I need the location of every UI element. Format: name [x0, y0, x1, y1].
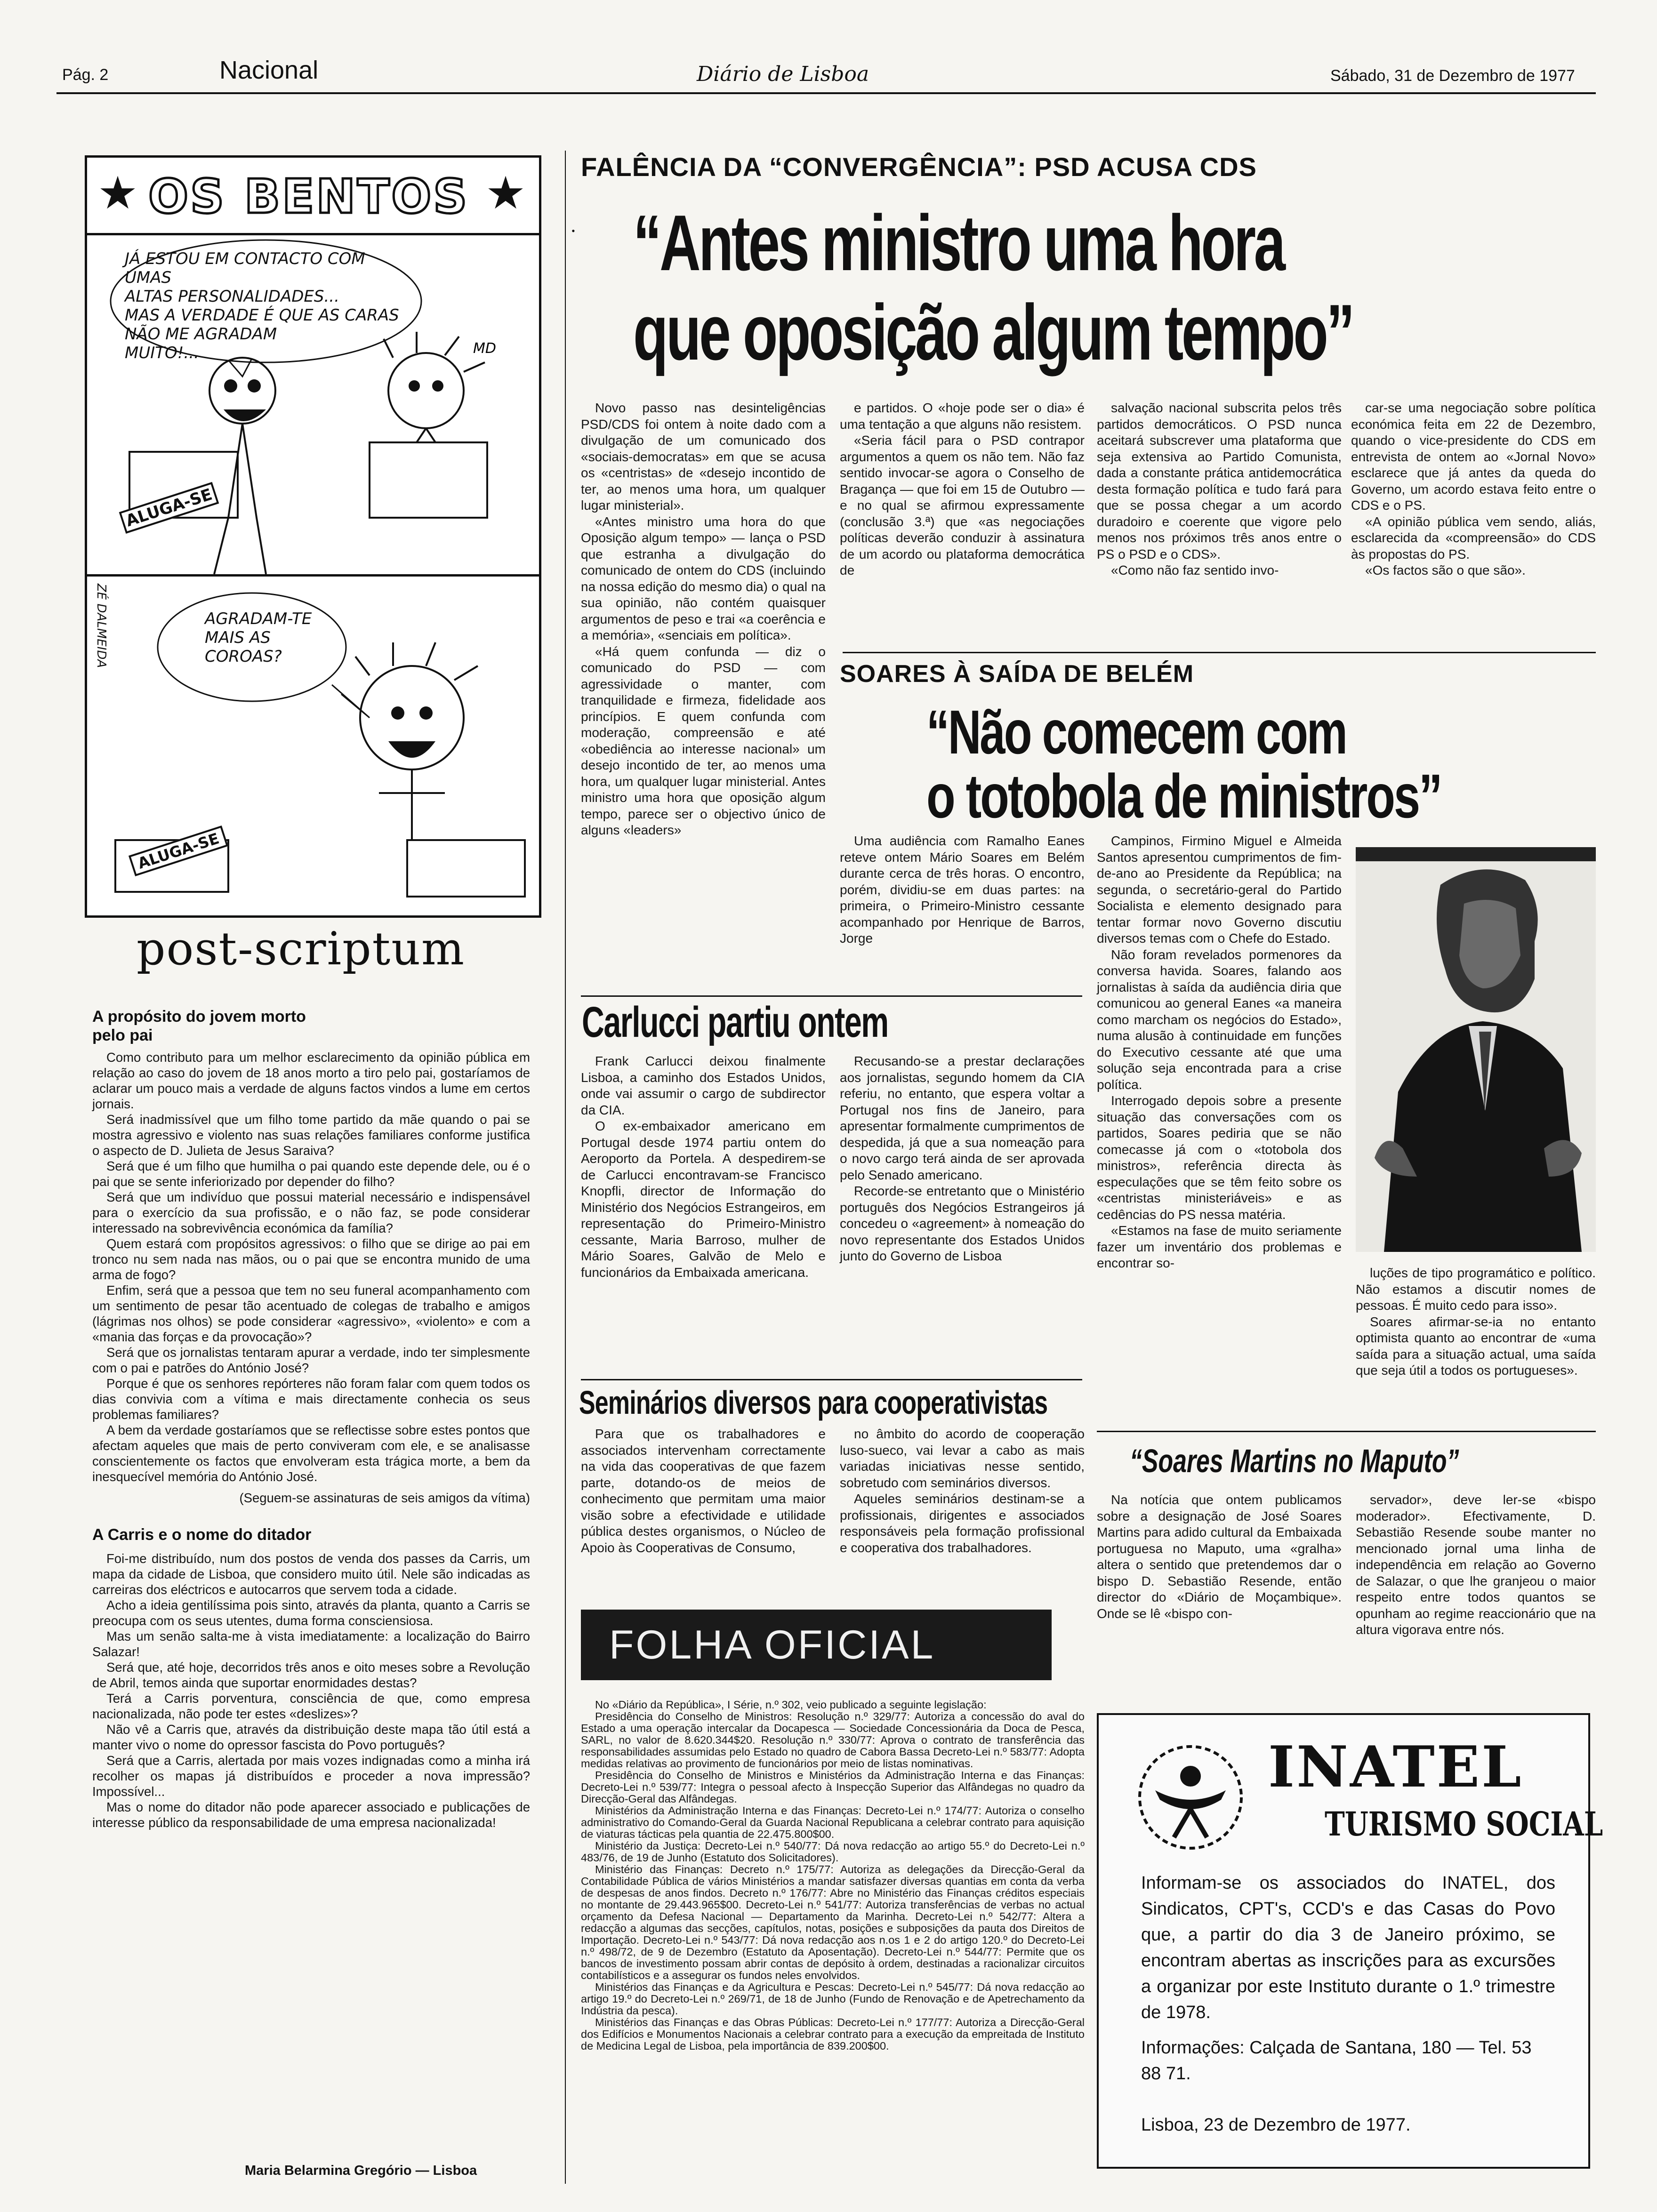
letter-heading: A propósito do jovem morto pelo pai	[92, 1008, 306, 1044]
letter-paragraph: A bem da verdade gostaríamos que se reflectisse sobre estes pontos que afectam aqueles que mais de perto conviveram com ele, e se analisasse conscientemente os factos que envolveram esta trágica morte, a bem da inesquecível memória do António José.	[92, 1423, 530, 1484]
legislation-item: No «Diário da República», I Série, n.º 302, veio publicado a seguinte legislação:	[595, 1699, 987, 1711]
letter-paragraph: Terá a Carris porventura, consciência de que, como empresa nacionalizada, não pode ter estes «deslizes»?	[92, 1691, 530, 1721]
story-headline: Carlucci partiu ontem	[582, 998, 888, 1046]
letter-paragraph: Foi-me distribuído, num dos postos de venda dos passes da Carris, um mapa da cidade de Lisboa, que considero muito útil. Nele são indicadas as carreiras dos eléctricos e autocarros que servem toda a cidade.	[92, 1551, 530, 1597]
star-icon: ★	[97, 168, 138, 218]
letter-paragraph: Mas um senão salta-me à vista imediatamente: a localização do Bairro Salazar!	[92, 1628, 530, 1659]
comic-title: OS BENTOS	[148, 169, 469, 224]
story-headline: “Soares Martins no Maputo”	[1130, 1443, 1459, 1479]
story-column	[1356, 1265, 1596, 1379]
postscriptum-title: post-scriptum	[137, 922, 466, 975]
inatel-subtitle: TURISMO SOCIAL	[1325, 1804, 1603, 1843]
story-paragraph: Recusando-se a prestar declarações aos jornalistas, segundo homem da CIA referiu, no entanto, que espera voltar a Portugal nos fins de Janeiro, para apresentar formalmente cumprimentos de despedida, já que a sua nomeação para o novo cargo terá ainda de ser aprovada pelo Senado americano.	[840, 1054, 1085, 1182]
story-paragraph: luções de tipo programático e político. Não estamos a discutir nomes de pessoas. É muito cedo para isso».	[1356, 1266, 1596, 1313]
story-paragraph: «Estamos na fase de muito seriamente fazer um inventário dos problemas e encontrar so-	[1097, 1223, 1342, 1270]
story-paragraph: Novo passo nas desinteligências PSD/CDS foi ontem à noite dado com a divulgação de um comunicado dos «sociais-democratas» em que se acusa os «centristas» de «desejo incontido de ter, ao menos uma hora, um qualquer lugar ministerial».	[581, 401, 826, 513]
story-column	[581, 1053, 826, 1281]
story-column	[840, 400, 1085, 579]
story-paragraph: «Como não faz sentido invo-	[1111, 563, 1279, 577]
star-icon: ★	[485, 168, 526, 218]
story-column	[581, 400, 826, 839]
story-column	[1097, 1492, 1342, 1622]
story-paragraph: Recorde-se entretanto que o Ministério português dos Negócios Estrangeiros já concedeu o «agreement» à nomeação do novo representante dos Estados Unidos junto do Governo de Lisboa	[840, 1184, 1085, 1263]
story-divider	[581, 995, 1082, 997]
inatel-body: Informam-se os associados do INATEL, dos Sindicatos, CPT's, CCD's e das Casas do Povo que, a partir do dia 3 de Janeiro próximo, se encontram abertas as inscrições para as excursões a organizar por este Instituto durante o 1.º trimestre de 1978.	[1141, 1873, 1555, 2022]
legislation-item: Ministério das Finanças: Decreto n.º 175/77: Autoriza as delegações da Direcção-Geral da Contabilidade Pública de vários Ministérios a mandar satisfazer diversas quantias em conta da verba de despesas de anos findos. Decreto n.º 176/77: Abre no Ministério das Finanças créditos especiais no montante de 29.443.965$00. Decreto-Lei n.º 541/77: Autoriza transferências de verbas no actual orçamento da Defesa Nacional — Departamento da Marinha. Decreto-Lei n.º 542/77: Altera a redacção a algumas das secções, capítulos, notas, posições e subposições da pauta dos Direitos de Importação. Decreto-Lei n.º 543/77: Dá nova redacção aos n.os 1 e 2 do artigo 120.º do Decreto-Lei n.º 498/72, de 9 de Dezembro (Estatuto da Aposentação). Decreto-Lei n.º 544/77: Permite que os bancos de investimento possam abrir contas de depósito à ordem, destinadas a racionalizar circuitos contabilísticos e a assegurar os fundos neles envolvidos.	[581, 1863, 1085, 1981]
legislation-item: Presidência do Conselho de Ministros e Ministérios da Administração Interna e das Finanças: Decreto-Lei n.º 539/77: Integra o pessoal afecto à Inspecção Superior das Alfândegas no quadro da Direcção-Geral das Alfândegas.	[581, 1769, 1085, 1805]
legislation-item: Ministério da Justiça: Decreto-Lei n.º 540/77: Dá nova redacção ao artigo 55.º do Decreto-Lei n.º 483/76, de 19 de Junho (Estatuto dos Solicitadores).	[581, 1840, 1085, 1864]
letter-paragraph: Enfim, será que a pessoa que tem no seu funeral acompanhamento com um sentimento de pesar tão acentuado de colegas de trabalho e amigos (lágrimas nos olhos) se pode considerar «agressivo», «violento» e com a «mania das forças e da provocação»?	[92, 1283, 530, 1344]
story-paragraph: servador», deve ler-se «bispo moderador». Efectivamente, D. Sebastião Resende soube manter no mencionado jornal uma linha de independência em relação ao Governo de Salazar, o que lhe granjeou o maior respeito entre todos quantos se opunham ao regime reaccionário que na altura vigorava entre nós.	[1356, 1492, 1596, 1637]
soares-photo	[1356, 847, 1596, 1252]
inatel-advertisement	[1097, 1713, 1603, 2169]
story-paragraph: «Os factos são o que são».	[1365, 563, 1526, 577]
letter-body	[92, 1050, 530, 1484]
story-column	[1351, 400, 1596, 579]
legislation-item: Presidência do Conselho de Ministros: Resolução n.º 329/77: Autoriza a concessão do aval do Estado a uma operação intercalar da Docapesca — Sociedade Concessionária da Doca de Pesca, SARL, no valor de 8.620.344$20. Resolução n.º 330/77: Aprova o contrato de transferência das responsabilidades assumidas pelo Estado no quadro de Cabora Bassa Decreto-Lei n.º 583/77: Adopta medidas relativas ao provimento de funcionários por meio de listas nominativas.	[581, 1710, 1085, 1770]
letter-signature: Maria Belarmina Gregório — Lisboa	[245, 2163, 477, 2178]
story-headline: Seminários diversos para cooperativistas	[579, 1384, 1048, 1421]
story-column	[1356, 1492, 1596, 1638]
story-paragraph: salvação nacional subscrita pelos três partidos democráticos. O PSD nunca aceitará subscrever uma plataforma que seja extensiva ao Partido Comunista, dada a constante prática antidemocrática desta formação política e tudo fará para que se possa chegar a um acordo duradoiro e coerente que vigore pelo menos nos próximos três anos entre o PS o PSD e o CDS».	[1097, 401, 1342, 561]
letter-paragraph: Acho a ideia gentilíssima pois sinto, através da planta, quanto a Carris se preocupa com os seus utentes, duma forma consciensiosa.	[92, 1597, 530, 1628]
letter-paragraph: Será que a Carris, alertada por mais vozes indignadas como a minha irá recolher os mapas já distribuídos e proceder a nova impressão? Impossível...	[92, 1753, 530, 1799]
story-divider	[843, 652, 1596, 653]
inatel-name: INATEL	[1268, 1734, 1523, 1800]
story-divider	[581, 1379, 1082, 1380]
letter-paragraph: Como contributo para um melhor esclarecimento da opinião pública em relação ao caso do jovem de 18 anos morto a tiro pelo pai, gostaríamos de aclarar um pouco mais a verdade de alguns factos vindos a lume em certos jornais.	[92, 1050, 530, 1111]
comic-panel-1	[87, 235, 539, 574]
story-paragraph: Soares afirmar-se-ia no entanto optimista quanto ao encontrar de «uma saída para a situação actual, uma saída que seja útil a todos os portugueses».	[1356, 1314, 1596, 1378]
letter-paragraph: Será que, até hoje, decorridos três anos e oito meses sobre a Revolução de Abril, temos ainda que suportar enormidades destas?	[92, 1659, 530, 1690]
story-paragraph: Campinos, Firmino Miguel e Almeida Santos apresentou cumprimentos de fim-de-ano ao Presidente da República; na segunda, o secretário-geral do Partido Socialista e elemento designado para tentar formar novo Governo discutiu diversos temas com o Chefe do Estado.	[1097, 834, 1342, 946]
folha-oficial-banner: FOLHA OFICIAL	[581, 1610, 1052, 1680]
story-headline: “Não comecem com	[926, 697, 1346, 767]
story-paragraph: «Antes ministro uma hora do que Oposição algum tempo» — lança o PSD que estranha a divulgação do comunicado de ontem do CDS (incluindo na nossa edição do mesmo dia) o qual na sua opinião, não contém quaisquer argumentos de peso e trai «a coerência e a memória», «senciais em política».	[581, 514, 826, 642]
letter-paragraph: Porque é que os senhores repórteres não foram falar com quem todos os dias convivia com a vítima e mais directamente conhecia os seus problemas familiares?	[92, 1376, 530, 1422]
story-kicker: SOARES À SAÍDA DE BELÉM	[840, 660, 1194, 688]
story-paragraph: Não foram revelados pormenores da conversa havida. Soares, falando aos jornalistas à saída da audiência diria que comunicou ao general Eanes «a maneira como marcham os negócios do Estado», numa alusão à continuidade em funções do Executivo cessante até que uma solução seja encontrada para a crise política.	[1097, 947, 1342, 1092]
story-paragraph: «Seria fácil para o PSD contrapor argumentos a quem os não tem. Não faz sentido invocar-se agora o Conselho de Bragança — que foi em 15 de Outubro — e no qual se afirmou expressamente (conclusão 3.ª) que «as negociações políticas deverão conduzir à assinatura de um acordo ou plataforma democrática de	[840, 433, 1085, 577]
story-column	[1097, 833, 1342, 1272]
letter-paragraph: Será que é um filho que humilha o pai quando este depende dele, ou é o pai que se sente inferiorizado por depender do filho?	[92, 1159, 530, 1189]
story-column	[840, 833, 1085, 947]
svg-text:MD: MD	[473, 340, 496, 357]
story-paragraph: Para que os trabalhadores e associados intervenham correctamente na vida das cooperativas de que fazem parte, dotando-os de meios de conhecimento que permitam uma maior visão sobre a efectividade e utilidade pública destes organismos, o Núcleo de Apoio às Cooperativas de Consumo,	[581, 1427, 826, 1555]
for-rent-sign: ALUGA-SE	[129, 825, 228, 876]
letter-paragraph: Mas o nome do ditador não pode aparecer associado e publicações de interesse público da responsabilidade de uma empresa nacionalizada!	[92, 1799, 530, 1830]
story-kicker: FALÊNCIA DA “CONVERGÊNCIA”: PSD ACUSA CDS	[581, 152, 1257, 182]
story-paragraph: no âmbito do acordo de cooperação luso-sueco, vai levar a cabo as mais variadas iniciativas nesse sentido, sobretudo com seminários diversos.	[840, 1427, 1085, 1490]
letter-paragraph: Será que um indivíduo que possui material necessário e indispensável para o exercício da sua profissão, e o não faz, se pode considerar interessado na sobrevivência económica da família?	[92, 1190, 530, 1235]
folha-oficial-list	[581, 1699, 1085, 2052]
story-paragraph: O ex-embaixador americano em Portugal desde 1974 partiu ontem do Aeroporto da Portela. A despedirem-se de Carlucci encontravam-se Francisco Knopfli, director de Informação do Ministério dos Negócios Estrangeiros, em representação do Primeiro-Ministro cessante, Maria Barroso, mulher de Mário Soares, Galvão de Melo e funcionários da Embaixada americana.	[581, 1119, 826, 1280]
comic-strip	[85, 155, 541, 918]
legislation-item: Ministérios das Finanças e da Agricultura e Pescas: Decreto-Lei n.º 545/77: Dá nova redacção ao artigo 19.º do Decreto-Lei n.º 269/71, de 18 de Junho (Fundo de Renovação e de Apetrechamento da Indústria da pesca).	[581, 1981, 1085, 2017]
story-paragraph: Uma audiência com Ramalho Eanes reteve ontem Mário Soares em Belém durante cerca de três horas. O encontro, porém, dividiu-se em duas partes: na primeira, o Primeiro-Ministro cessante acompanhado por Henrique de Barros, Jorge	[840, 834, 1085, 946]
newspaper-name: Diário de Lisboa	[697, 62, 869, 86]
story-paragraph: Aqueles seminários destinam-se a profissionais, dirigentes e associados responsáveis pela formação profissional e cooperativa dos trabalhadores.	[840, 1491, 1085, 1555]
story-column	[581, 1426, 826, 1556]
story-paragraph: e partidos. O «hoje pode ser o dia» é uma tentação a que alguns não resistem.	[840, 401, 1085, 432]
issue-date: Sábado, 31 de Dezembro de 1977	[1330, 67, 1575, 85]
story-headline: o totobola de ministros”	[926, 761, 1441, 831]
letter-paragraph: Não vê a Carris que, através da distribuição deste mapa tão útil está a manter vivo o nome do opressor fascista do Povo português?	[92, 1722, 530, 1752]
story-paragraph: car-se uma negociação sobre política económica feita em 22 de Dezembro, quando o vice-presidente do CDS em entrevista de ontem ao «Jornal Novo» esclarece que já antes da queda do Governo, um acordo estava feito entre o CDS e o PS.	[1351, 401, 1596, 513]
inatel-logo-icon	[1136, 1743, 1245, 1851]
story-headline: “Antes ministro uma hora	[633, 199, 1284, 287]
letter-paragraph: Será inadmissível que um filho tome partido da mãe quando o pai se mostra agressivo e violento nas suas relações familiares conforme justifica o aspecto de D. Julieta de Jesus Saraiva?	[92, 1112, 530, 1158]
bullet-mark: •	[571, 225, 575, 237]
speech-bubble: JÁ ESTOU EM CONTACTO COM UMAS ALTAS PERSONALIDADES... MAS A VERDADE É QUE AS CARAS NÃO ME AGRADAM MUITO!...	[125, 249, 399, 362]
postscriptum-column	[92, 1007, 530, 1830]
comic-panel-2	[87, 577, 539, 915]
legislation-item: Ministérios das Finanças e das Obras Públicas: Decreto-Lei n.º 177/77: Autoriza a Direcção-Geral dos Edifícios e Monumentos Nacionais a celebrar contrato para a execução da empreitada de Instituto de Medicina Legal de Lisboa, pela importância de 839.200$00.	[581, 2016, 1085, 2052]
story-column	[840, 1053, 1085, 1265]
comic-artist-signature: ZÉ DALMEIDA	[94, 584, 108, 668]
story-paragraph: Frank Carlucci deixou finalmente Lisboa, a caminho dos Estados Unidos, onde vai assumir o cargo de subdirector da CIA.	[581, 1054, 826, 1117]
letter-heading: A Carris e o nome do ditador	[92, 1525, 312, 1544]
letter-paragraph: Quem estará com propósitos agressivos: o filho que se dirige ao pai em tronco nu sem nada nas mãos, ou o pai que se encontra munido de uma arma de fogo?	[92, 1236, 530, 1282]
inatel-contact: Informações: Calçada de Santana, 180 — Tel. 53 88 71.	[1141, 2038, 1532, 2084]
for-rent-sign: ALUGA-SE	[119, 482, 219, 534]
story-paragraph: Na notícia que ontem publicamos sobre a designação de José Soares Martins para adido cultural da Embaixada portuguesa no Maputo, uma «gralha» altera o sentido que pretendemos dar o bispo D. Sebastião Resende, então director do «Diário de Moçambique». Onde se lê «bispo con-	[1097, 1492, 1342, 1621]
letter-paragraph: Será que os jornalistas tentaram apurar a verdade, indo ter simplesmente com o pai e patrões do António José?	[92, 1345, 530, 1375]
story-column	[840, 1426, 1085, 1556]
section-name: Nacional	[219, 56, 319, 84]
column-divider	[565, 151, 566, 2184]
speech-bubble: AGRADAM-TE MAIS AS COROAS?	[205, 609, 312, 666]
letter-signature: (Seguem-se assinaturas de seis amigos da vítima)	[239, 1491, 530, 1505]
legislation-item: Ministérios da Administração Interna e das Finanças: Decreto-Lei n.º 174/77: Autoriza o conselho administrativo do Comando-Geral da Guarda Nacional Republicana a celebrar contrato para aquisição de viaturas tácticas pela quantia de 22.475.800$00.	[581, 1804, 1085, 1840]
comic-title-bar	[87, 158, 539, 235]
story-paragraph: Interrogado depois sobre a presente situação das conversações com os partidos, Soares pediria que se não comecasse já com o «totobola dos ministros», referência directa às especulações que se têm feito sobre os «centristas ministeriáveis» e as cedências do PS nessa matéria.	[1097, 1093, 1342, 1222]
story-column	[1097, 400, 1342, 579]
inatel-date: Lisboa, 23 de Dezembro de 1977.	[1141, 2115, 1411, 2135]
letter-body	[92, 1551, 530, 1830]
story-paragraph: «Há quem confunda — diz o comunicado do PSD — com agressividade o manter, com tranquilidade e firmeza, fidelidade aos princípios. E quem confunda com moderação, compreensão e até «obediência ao interesse nacional» um desejo incontido de ter, ao menos uma hora, um qualquer lugar ministerial. Antes ministro uma hora que oposição algum tempo, parece ser o objectivo único de alguns «leaders»	[581, 644, 826, 837]
story-headline: que oposição algum tempo”	[633, 288, 1353, 377]
masthead-rule	[56, 92, 1596, 94]
story-divider	[1097, 1431, 1596, 1432]
story-paragraph: «A opinião pública vem sendo, aliás, esclarecida da «compreensão» do CDS às propostas do PS.	[1351, 514, 1596, 561]
page-number: Pág. 2	[62, 66, 109, 84]
